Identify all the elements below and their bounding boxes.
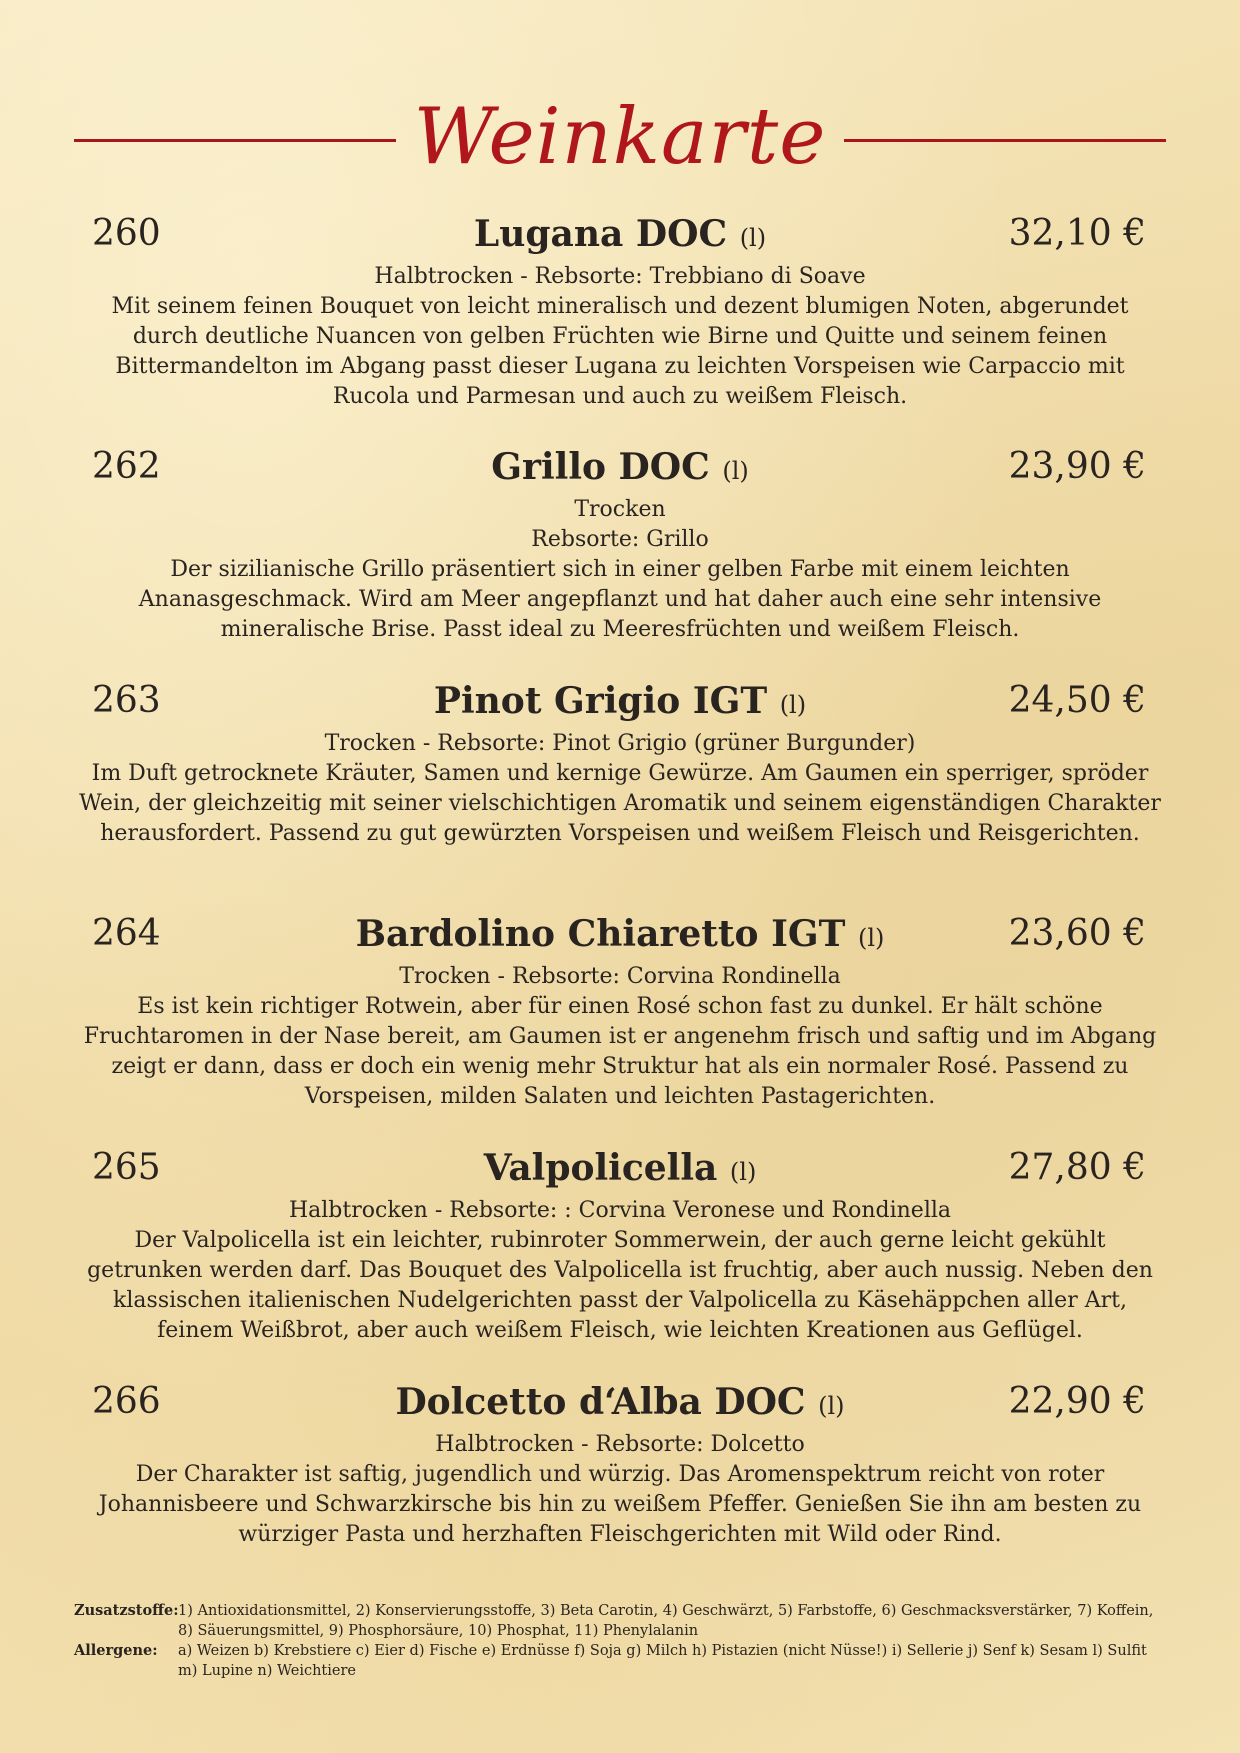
wine-item xyxy=(74,910,1166,1112)
allergen-mark: (l) xyxy=(818,1392,845,1420)
wine-name xyxy=(74,910,1166,962)
page-title: Weinkarte xyxy=(413,92,827,182)
wine-price: 24,50 € xyxy=(1008,680,1146,721)
wine-name-text: Lugana DOC xyxy=(473,213,728,255)
allergens-label: Allergene: xyxy=(74,1642,158,1659)
wine-number: 262 xyxy=(92,446,161,487)
wine-name-text: Pinot Grigio IGT xyxy=(433,680,768,722)
allergen-mark: (l) xyxy=(722,457,749,485)
wine-price: 22,90 € xyxy=(1008,1381,1146,1422)
additives-row xyxy=(74,1601,1164,1641)
wine-name xyxy=(74,1378,1166,1430)
wine-name xyxy=(74,210,1166,262)
menu-header xyxy=(74,82,1166,192)
wine-price: 27,80 € xyxy=(1008,1147,1146,1188)
allergen-mark: (l) xyxy=(858,924,885,952)
wine-type: Trocken - Rebsorte: Pinot Grigio (grüner Burgunder) xyxy=(324,731,916,756)
wine-type: Halbtrocken - Rebsorte: Dolcetto xyxy=(435,1432,805,1457)
allergen-mark: (l) xyxy=(779,691,807,719)
allergens-text: a) Weizen b) Krebstiere c) Eier d) Fische e) Erdnüsse f) Soja g) Milch h) Pistazien (nicht Nüsse!) i) Sellerie j) Senf k) Sesam l) Sulfit m) Lupine n) Weichtiere xyxy=(178,1643,1147,1679)
wine-price: 23,60 € xyxy=(1008,913,1146,954)
wine-number: 266 xyxy=(92,1381,161,1422)
wine-item xyxy=(74,1144,1166,1346)
allergens-row xyxy=(74,1641,1164,1681)
wine-number: 265 xyxy=(92,1147,161,1188)
wine-price: 32,10 € xyxy=(1008,213,1146,254)
wine-number: 260 xyxy=(92,213,161,254)
wine-item xyxy=(74,677,1166,849)
wine-number: 263 xyxy=(92,680,161,721)
wine-type: Halbtrocken - Rebsorte: Trebbiano di Soave xyxy=(374,264,866,289)
wine-type: Trocken xyxy=(574,497,666,522)
wine-description: Es ist kein richtiger Rotwein, aber für einen Rosé schon fast zu dunkel. Er hält schöne Fruchtaromen in der Nase bereit, am Gaumen ist er angenehm frisch und saftig und im Abgang zeigt er dann, dass er doch ein wenig mehr Struktur hat als ein normaler Rosé. Passend zu Vorspeisen, milden Salaten und leichten Pastagerichten. xyxy=(83,994,1157,1109)
additives-label: Zusatzstoffe: xyxy=(74,1602,179,1619)
allergen-mark: (l) xyxy=(729,1158,757,1186)
wine-description: Der Charakter ist saftig, jugendlich und würzig. Das Aromenspektrum reicht von roter Johannisbeere und Schwarzkirsche bis hin zu weißem Pfeffer. Genießen Sie ihn am besten zu würziger Pasta und herzhaften Fleischgerichten mit Wild oder Rind. xyxy=(98,1462,1142,1547)
wine-item xyxy=(74,210,1166,412)
header-rule-right xyxy=(844,139,1166,142)
wine-name xyxy=(74,443,1166,495)
wine-name-text: Bardolino Chiaretto IGT xyxy=(355,913,846,955)
wine-item xyxy=(74,1378,1166,1550)
wine-number: 264 xyxy=(92,913,161,954)
additives-text: 1) Antioxidationsmittel, 2) Konservierungsstoffe, 3) Beta Carotin, 4) Geschwärzt, 5) Farbstoffe, 6) Geschmacksverstärker, 7) Koffein, 8) Säuerungsmittel, 9) Phosphorsäure, 10) Phosphat, 11) Phenylalanin xyxy=(178,1603,1154,1639)
wine-name xyxy=(74,677,1166,729)
wine-type: Trocken - Rebsorte: Corvina Rondinella xyxy=(399,964,841,989)
footnotes xyxy=(74,1601,1164,1681)
wine-name-text: Valpolicella xyxy=(483,1147,718,1189)
wine-item xyxy=(74,443,1166,645)
wine-type: Halbtrocken - Rebsorte: : Corvina Veronese und Rondinella xyxy=(288,1198,952,1223)
wine-name xyxy=(74,1144,1166,1196)
wine-grape: Rebsorte: Grillo xyxy=(531,527,709,552)
allergen-mark: (l) xyxy=(739,224,767,252)
wine-description: Im Duft getrocknete Kräuter, Samen und kernige Gewürze. Am Gaumen ein sperriger, spröder Wein, der gleichzeitig mit seiner vielschichtigen Aromatik und seinem eigenständigen Charakter herausfordert. Passend zu gut gewürzten Vorspeisen und weißem Fleisch und Reisgerichten. xyxy=(79,761,1161,846)
wine-description: Mit seinem feinen Bouquet von leicht mineralisch und dezent blumigen Noten, abgerundet durch deutliche Nuancen von gelben Früchten wie Birne und Quitte und seinem feinen Bittermandelton im Abgang passt dieser Lugana zu leichten Vorspeisen wie Carpaccio mit Rucola und Parmesan und auch zu weißem Fleisch. xyxy=(111,294,1129,409)
header-rule-left xyxy=(74,139,396,142)
wine-price: 23,90 € xyxy=(1008,446,1146,487)
wine-description: Der Valpolicella ist ein leichter, rubinroter Sommerwein, der auch gerne leicht gekühlt getrunken werden darf. Das Bouquet des Valpolicella ist fruchtig, aber auch nussig. Neben den klassischen italienischen Nudelgerichten passt der Valpolicella zu Käsehäppchen aller Art, feinem Weißbrot, aber auch weißem Fleisch, wie leichten Kreationen aus Geflügel. xyxy=(87,1228,1153,1343)
wine-description: Der sizilianische Grillo präsentiert sich in einer gelben Farbe mit einem leichten Ananasgeschmack. Wird am Meer angepflanzt und hat daher auch eine sehr intensive mineralische Brise. Passt ideal zu Meeresfrüchten und weißem Fleisch. xyxy=(138,557,1102,642)
wine-name-text: Dolcetto d‘Alba DOC xyxy=(395,1381,806,1423)
wine-name-text: Grillo DOC xyxy=(491,446,710,488)
